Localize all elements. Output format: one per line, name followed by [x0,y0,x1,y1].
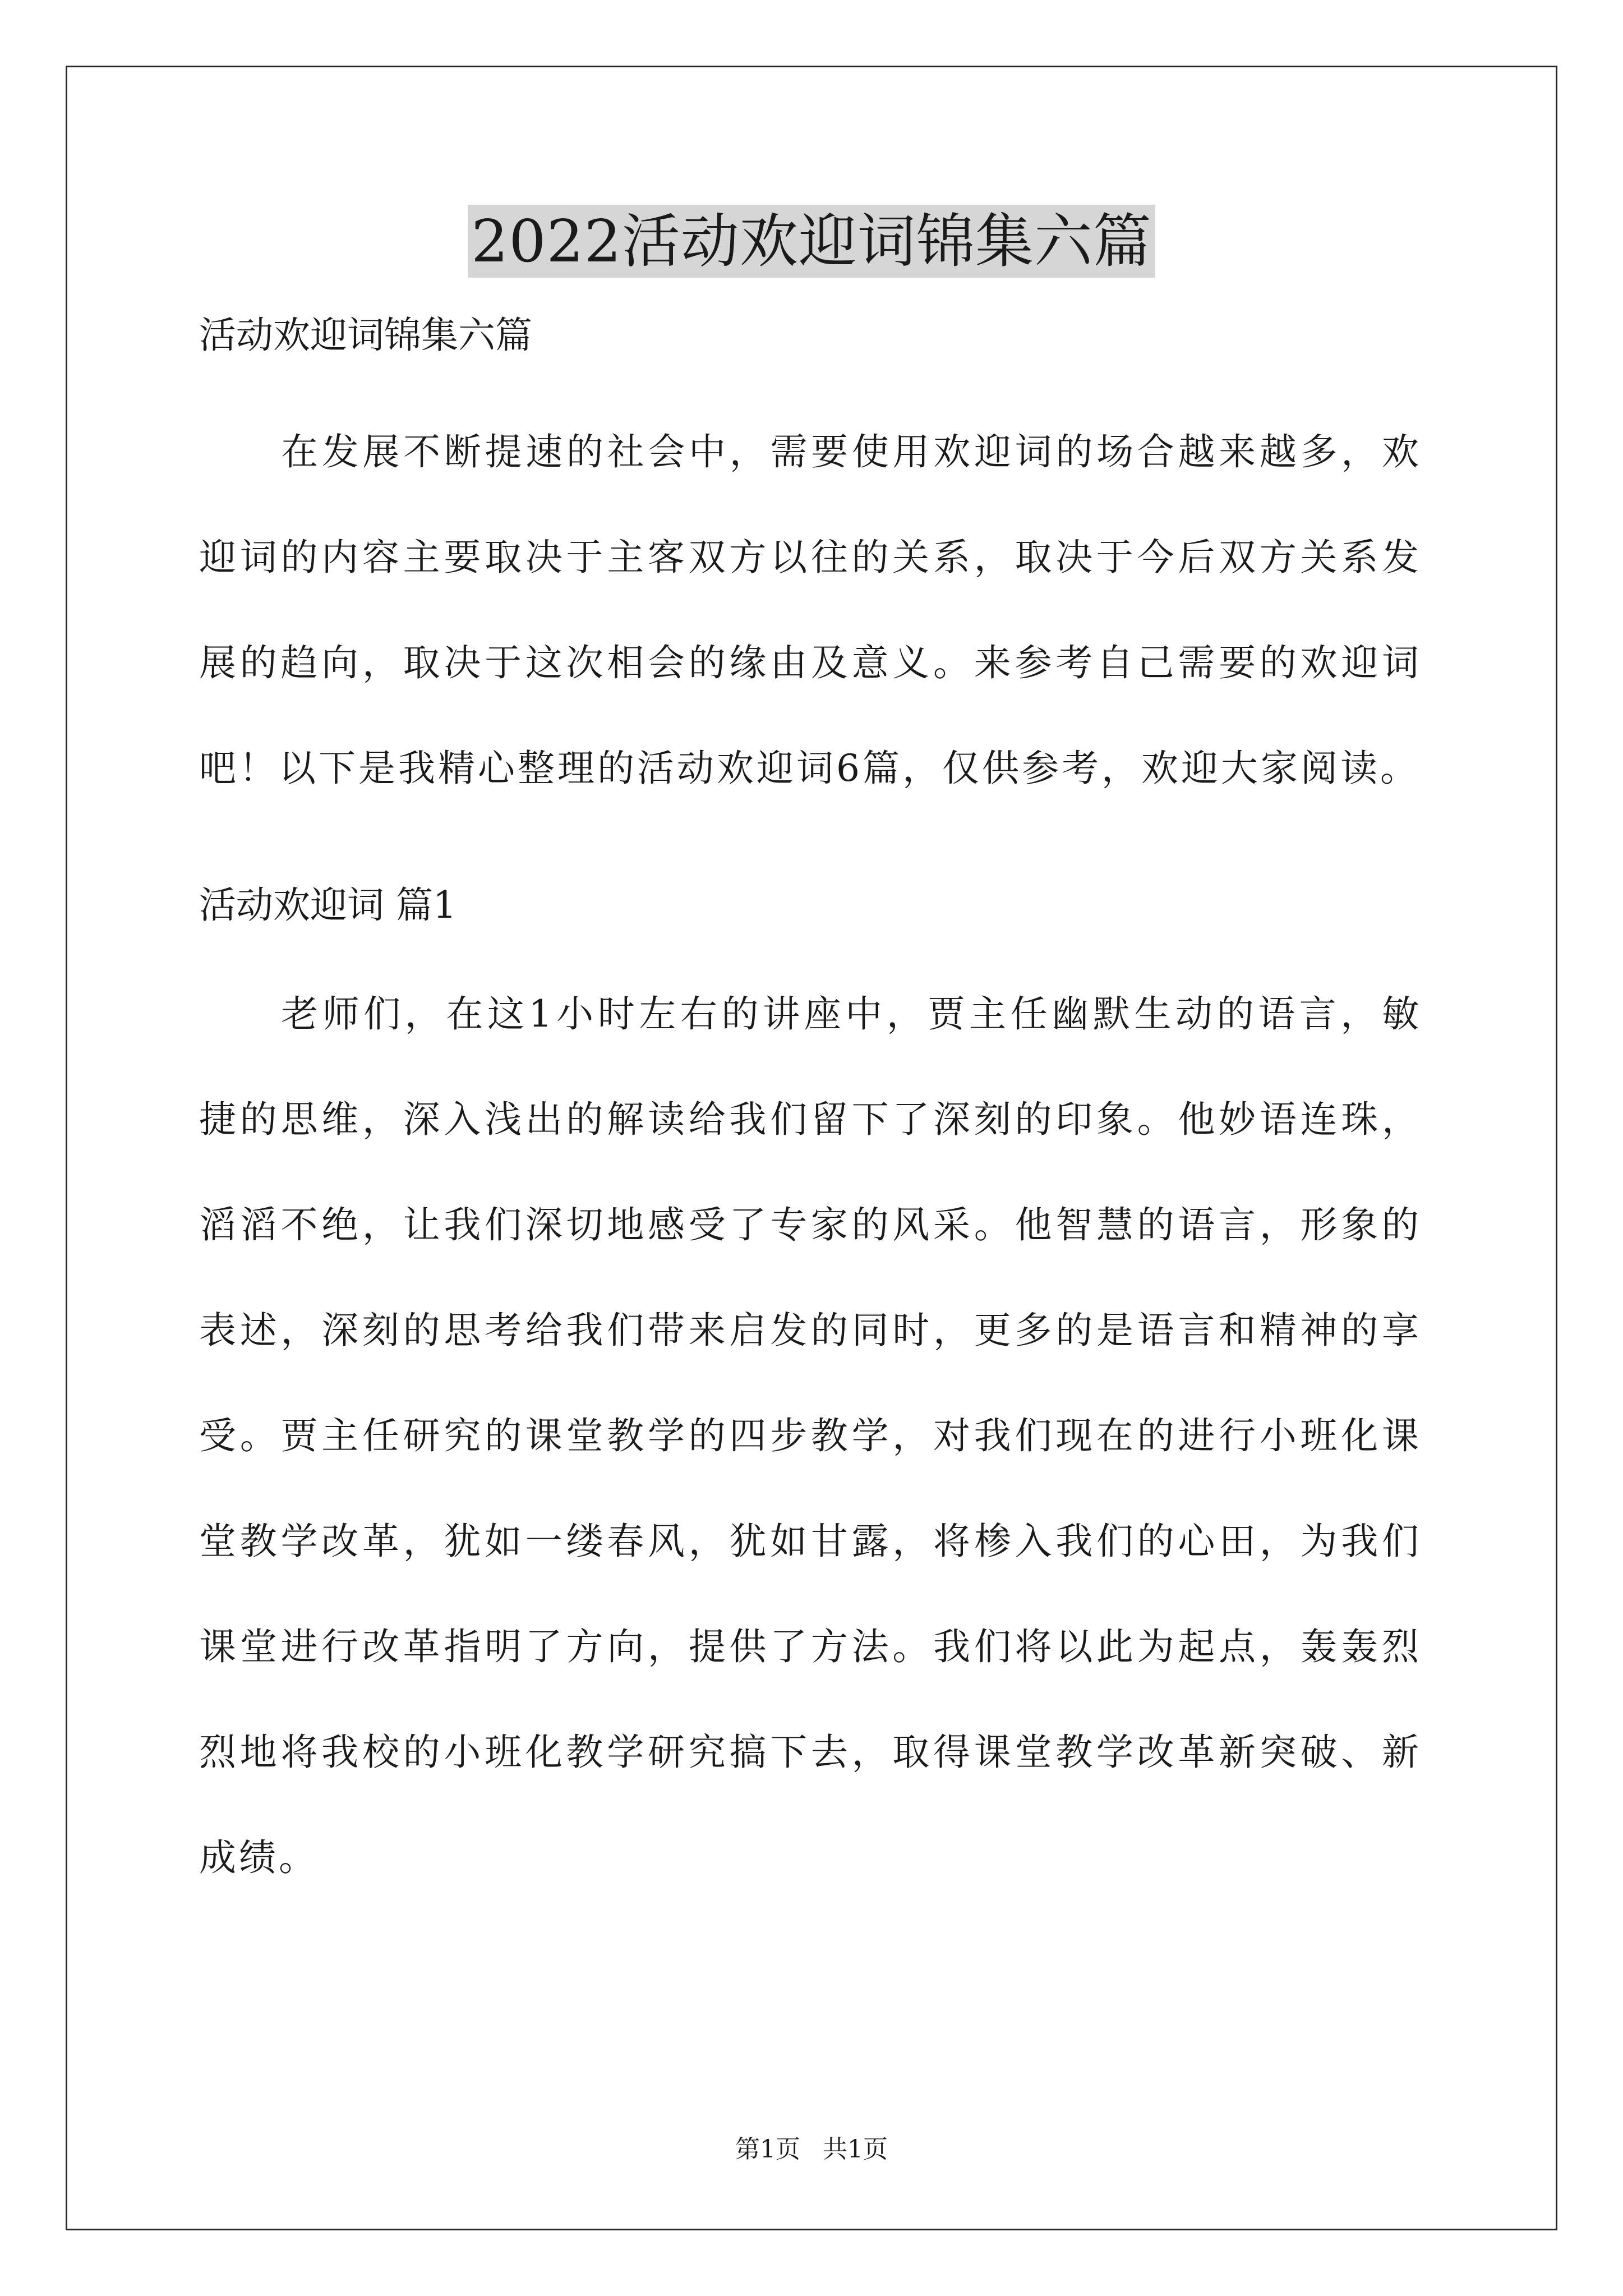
section-body-paragraph: 老师们，在这1小时左右的讲座中，贾主任幽默生动的语言，敏捷的思维，深入浅出的解读给我们留下了深刻的印象。他妙语连珠，滔滔不绝，让我们深切地感受了专家的风采。他智慧的语言，形象的表述，深刻的思考给我们带来启发的同时，更多的是语言和精神的享受。贾主任研究的课堂教学的四步教学，对我们现在的进行小班化课堂教学改革，犹如一缕春风，犹如甘露，将椮入我们的心田，为我们课堂进行改革指明了方向，提供了方法。我们将以此为起点，轰轰烈烈地将我校的小班化教学研究搞下去，取得课堂教学改革新突破、新成绩。 [199,992,1422,1879]
document-title: 2022活动欢迎词锦集六篇 [468,205,1155,278]
document-subtitle: 活动欢迎词锦集六篇 [199,314,532,357]
page-footer [0,2134,1623,2165]
page-number: 第1页 [735,2135,800,2164]
title-container [0,205,1623,278]
section-heading: 活动欢迎词 篇1 [199,884,457,927]
document-body [199,313,1422,1911]
page-total: 共1页 [823,2135,888,2164]
intro-paragraph: 在发展不断提速的社会中，需要使用欢迎词的场合越来越多，欢迎词的内容主要取决于主客双方以往的关系，取决于今后双方关系发展的趋向，取决于这次相会的缘由及意义。来参考自己需要的欢迎词吧！以下是我精心整理的活动欢迎词6篇，仅供参考，欢迎大家阅读。 [199,430,1422,790]
